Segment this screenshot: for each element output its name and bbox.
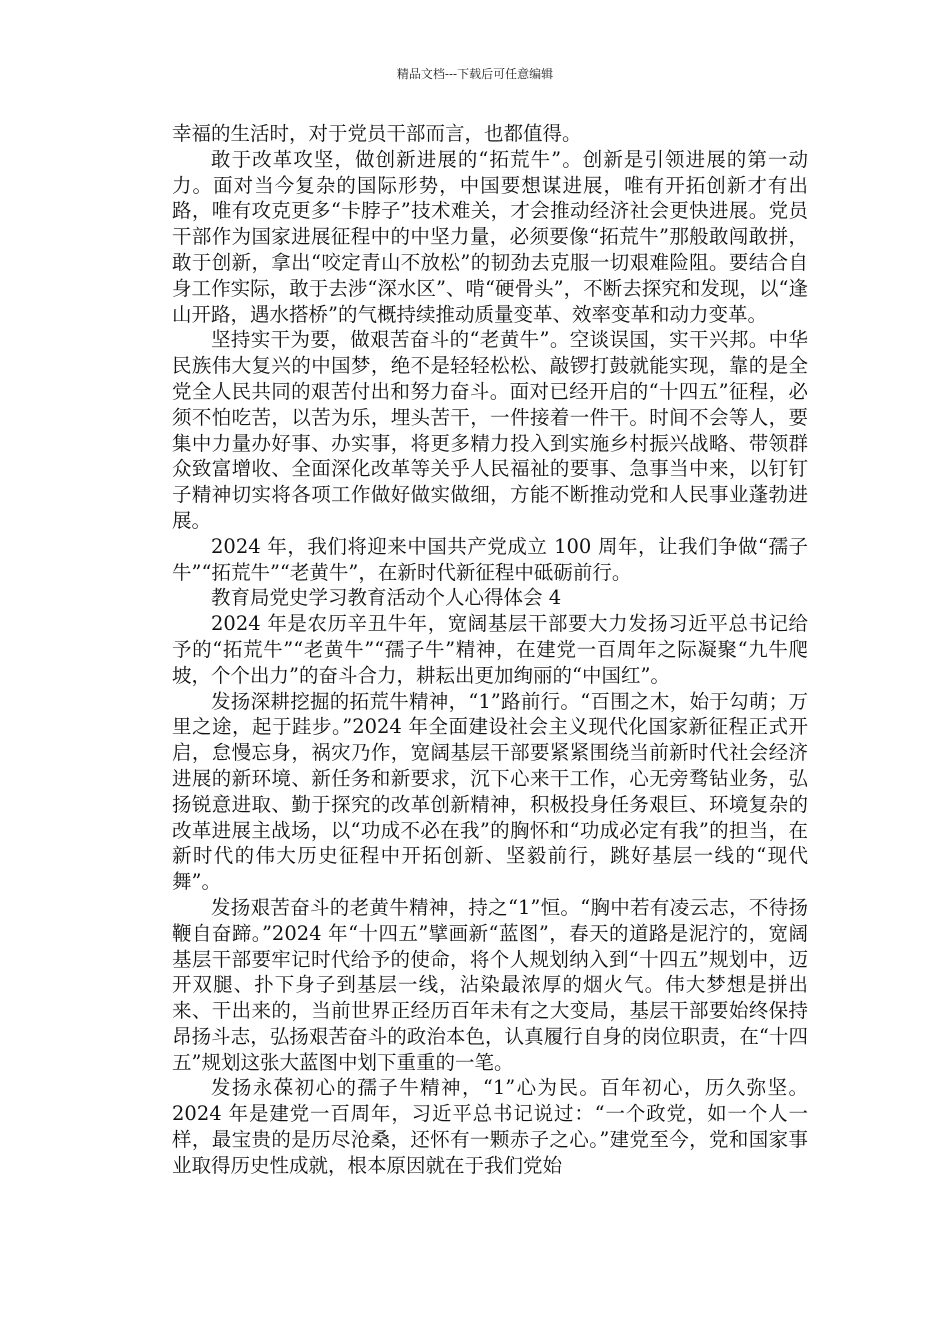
paragraph: 2024 年是农历辛丑牛年，宽阔基层干部要大力发扬习近平总书记给予的“拓荒牛”“老黄牛”“孺子牛”精神，在建党一百周年之际凝聚“九牛爬坡，个个出力”的奋斗合力，耕耘出更加绚丽的“中国红”。 [172, 612, 808, 687]
paragraph: 坚持实干为要，做艰苦奋斗的“老黄牛”。空谈误国，实干兴邦。中华民族伟大复兴的中国梦，绝不是轻轻松松、敲锣打鼓就能实现，靠的是全党全人民共同的艰苦付出和努力奋斗。面对已经开启的“十四五”征程，必须不怕吃苦，以苦为乐，埋头苦干，一件接着一件干。时间不会等人，要集中力量办好事、办实事，将更多精力投入到实施乡村振兴战略、带领群众致富增收、全面深化改革等关乎人民福祉的要事、急事当中来，以钉钉子精神切实将各项工作做好做实做细，方能不断推动党和人民事业蓬勃进展。 [172, 328, 808, 532]
paragraph: 发扬深耕挖掘的拓荒牛精神，“1”路前行。“百围之木，始于勾萌；万里之途，起于跬步。”2024 年全面建设社会主义现代化国家新征程正式开启，怠慢忘身，祸灾乃作，宽阔基层干部要紧紧围绕当前新时代社会经济进展的新环境、新任务和新要求，沉下心来干工作，心无旁骛钻业务，弘扬锐意进取、勤于探究的改革创新精神，积极投身任务艰巨、环境复杂的改革进展主战场，以“功成不必在我”的胸怀和“功成必定有我”的担当，在新时代的伟大历史征程中开拓创新、坚毅前行，跳好基层一线的“现代舞”。 [172, 689, 808, 894]
page-header: 精品文档---下载后可任意编辑 [396, 67, 554, 81]
paragraph: 发扬永葆初心的孺子牛精神，“1”心为民。百年初心，历久弥坚。2024 年是建党一百周年，习近平总书记说过：“一个政党，如一个人一样，最宝贵的是历尽沧桑，还怀有一颗赤子之心。”建党至今，党和国家事业取得历史性成就，根本原因就在于我们党始 [172, 1076, 808, 1177]
paragraph: 敢于改革攻坚，做创新进展的“拓荒牛”。创新是引领进展的第一动力。面对当今复杂的国际形势，中国要想谋进展，唯有开拓创新才有出路，唯有攻克更多“卡脖子”技术难关，才会推动经济社会更快进展。党员干部作为国家进展征程中的中坚力量，必须要像“拓荒牛”那般敢闯敢拼，敢于创新，拿出“咬定青山不放松”的韧劲去克服一切艰难险阻。要结合自身工作实际，敢于去涉“深水区”、啃“硬骨头”，不断去探究和发现，以“逢山开路，遇水搭桥”的气概持续推动质量变革、效率变革和动力变革。 [172, 147, 808, 326]
document-body [172, 121, 808, 1179]
paragraph: 2024 年，我们将迎来中国共产党成立 100 周年，让我们争做“孺子牛”“拓荒牛”“老黄牛”，在新时代新征程中砥砺前行。 [172, 534, 808, 584]
paragraph: 幸福的生活时，对于党员干部而言，也都值得。 [172, 122, 582, 145]
paragraph: 发扬艰苦奋斗的老黄牛精神，持之“1”恒。“胸中若有凌云志，不待扬鞭自奋蹄。”2024 年“十四五”擘画新“蓝图”，春天的道路是泥泞的，宽阔基层干部要牢记时代给予的使命，将个人规划纳入到“十四五”规划中，迈开双腿、扑下身子到基层一线，沾染最浓厚的烟火气。伟大梦想是拼出来、干出来的，当前世界正经历百年未有之大变局，基层干部要始终保持昂扬斗志，弘扬艰苦奋斗的政治本色，认真履行自身的岗位职责，在“十四五”规划这张大蓝图中划下重重的一笔。 [172, 895, 808, 1074]
paragraph: 教育局党史学习教育活动个人心得体会 4 [211, 586, 562, 610]
